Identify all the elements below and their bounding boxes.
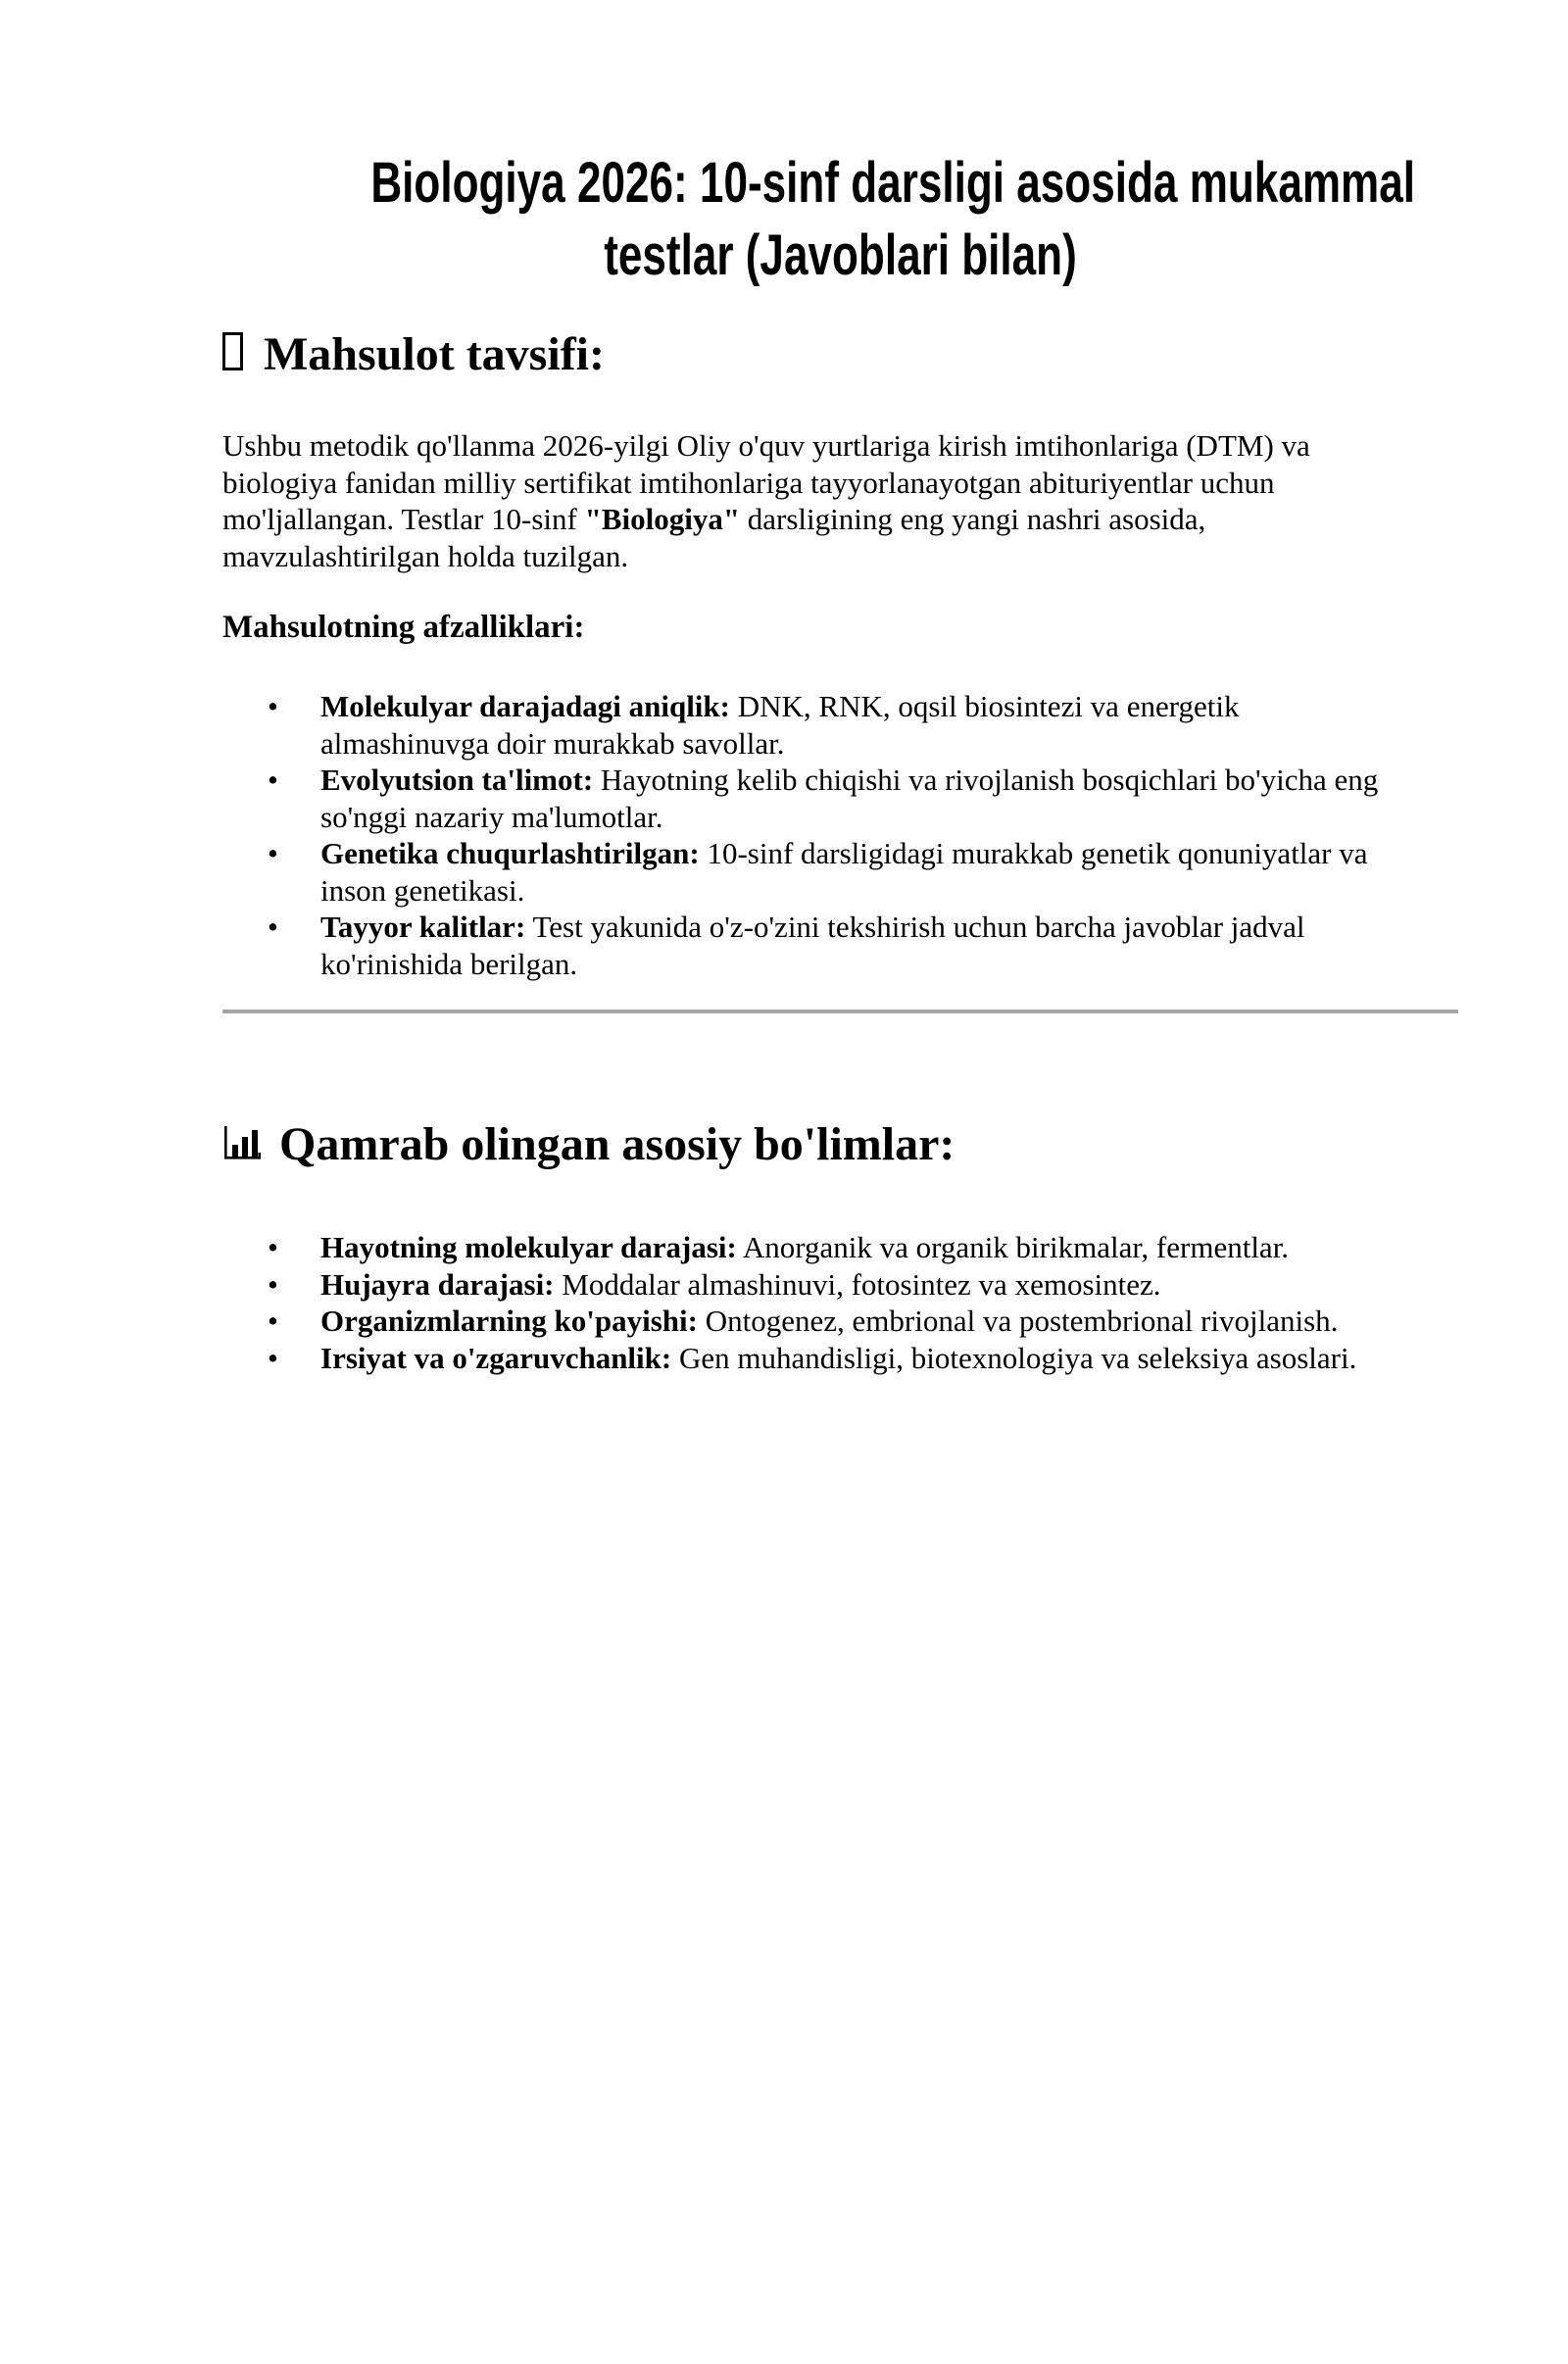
missing-glyph-icon [222, 332, 243, 370]
section-heading-product-description [222, 327, 1458, 382]
description-paragraph [222, 427, 1458, 574]
benefits-list [222, 688, 1458, 982]
benefit-text: Test yakunida o'z-o'zini tekshirish uchun barcha javoblar jadval [532, 910, 1305, 944]
topic-label: Organizmlarning ko'payishi: [320, 1304, 698, 1338]
page-title-line-1: Biologiya 2026: 10-sinf darsligi asosida mukammal [370, 151, 1415, 215]
benefit-label: Evolyutsion ta'limot: [320, 763, 594, 797]
benefit-label: Genetika chuqurlashtirilgan: [320, 836, 700, 870]
benefit-text: so'nggi nazariy ma'lumotlar. [320, 799, 663, 834]
list-item [222, 909, 1458, 982]
page-title [222, 147, 1458, 292]
benefit-text: inson genetikasi. [320, 872, 525, 908]
topic-text: Gen muhandisligi, biotexnologiya va seleksiya asoslari. [678, 1340, 1357, 1375]
topic-text: Ontogenez, embrional va postembrional rivojlanish. [705, 1304, 1339, 1338]
paragraph-line: biologiya fanidan milliy sertifikat imtihonlariga tayyorlanayotgan abituriyentlar uchun [222, 465, 1275, 500]
paragraph-line: darsligining eng yangi nashri asosida, [740, 502, 1206, 536]
section-heading-text: Mahsulot tavsifi: [264, 328, 605, 380]
benefit-text: DNK, RNK, oqsil biosintezi va energetik [737, 689, 1240, 723]
benefit-text: 10-sinf darsligidagi murakkab genetik qonuniyatlar va [707, 836, 1368, 870]
document-page [0, 147, 1568, 2364]
benefit-text: ko'rinishida berilgan. [320, 946, 578, 981]
topic-label: Hayotning molekulyar darajasi: [320, 1230, 737, 1264]
benefit-label: Tayyor kalitlar: [320, 910, 526, 944]
list-item [222, 688, 1458, 762]
page-title-line-2: testlar (Javoblari bilan) [604, 223, 1077, 287]
section-heading-text: Qamrab olingan asosiy bo'limlar: [279, 1118, 956, 1170]
page-content [0, 147, 1568, 1376]
topic-label: Hujayra darajasi: [320, 1266, 555, 1302]
topic-text: Anorganik va organik birikmalar, fermentlar. [742, 1230, 1290, 1264]
topic-text: Moddalar almashinuvi, fotosintez va xemosintez. [562, 1266, 1161, 1302]
list-item [222, 835, 1458, 909]
paragraph-line: Ushbu metodik qo'llanma 2026-yilgi Oliy o'quv yurtlariga kirish imtihonlariga (DTM) va [222, 428, 1310, 463]
list-item [222, 762, 1458, 835]
paragraph-bold-term: "Biologiya" [584, 502, 741, 536]
topic-label: Irsiyat va o'zgaruvchanlik: [320, 1340, 672, 1375]
list-item [222, 1340, 1458, 1377]
benefits-label: Mahsulotning afzalliklari: [222, 610, 585, 645]
section-divider [222, 1010, 1458, 1013]
topics-list [222, 1229, 1458, 1376]
bar-chart-icon [222, 1125, 262, 1161]
benefit-label: Molekulyar darajadagi aniqlik: [320, 689, 730, 723]
benefit-text: almashinuvga doir murakkab savollar. [320, 725, 785, 761]
benefit-text: Hayotning kelib chiqishi va rivojlanish bosqichlari bo'yicha eng [600, 763, 1379, 797]
section-heading-covered-sections [222, 1117, 1458, 1172]
list-item [222, 1229, 1458, 1266]
list-item [222, 1303, 1458, 1340]
paragraph-line: mo'ljallangan. Testlar 10-sinf [222, 502, 585, 536]
paragraph-line: mavzulashtirilgan holda tuzilgan. [222, 538, 629, 573]
list-item [222, 1266, 1458, 1304]
